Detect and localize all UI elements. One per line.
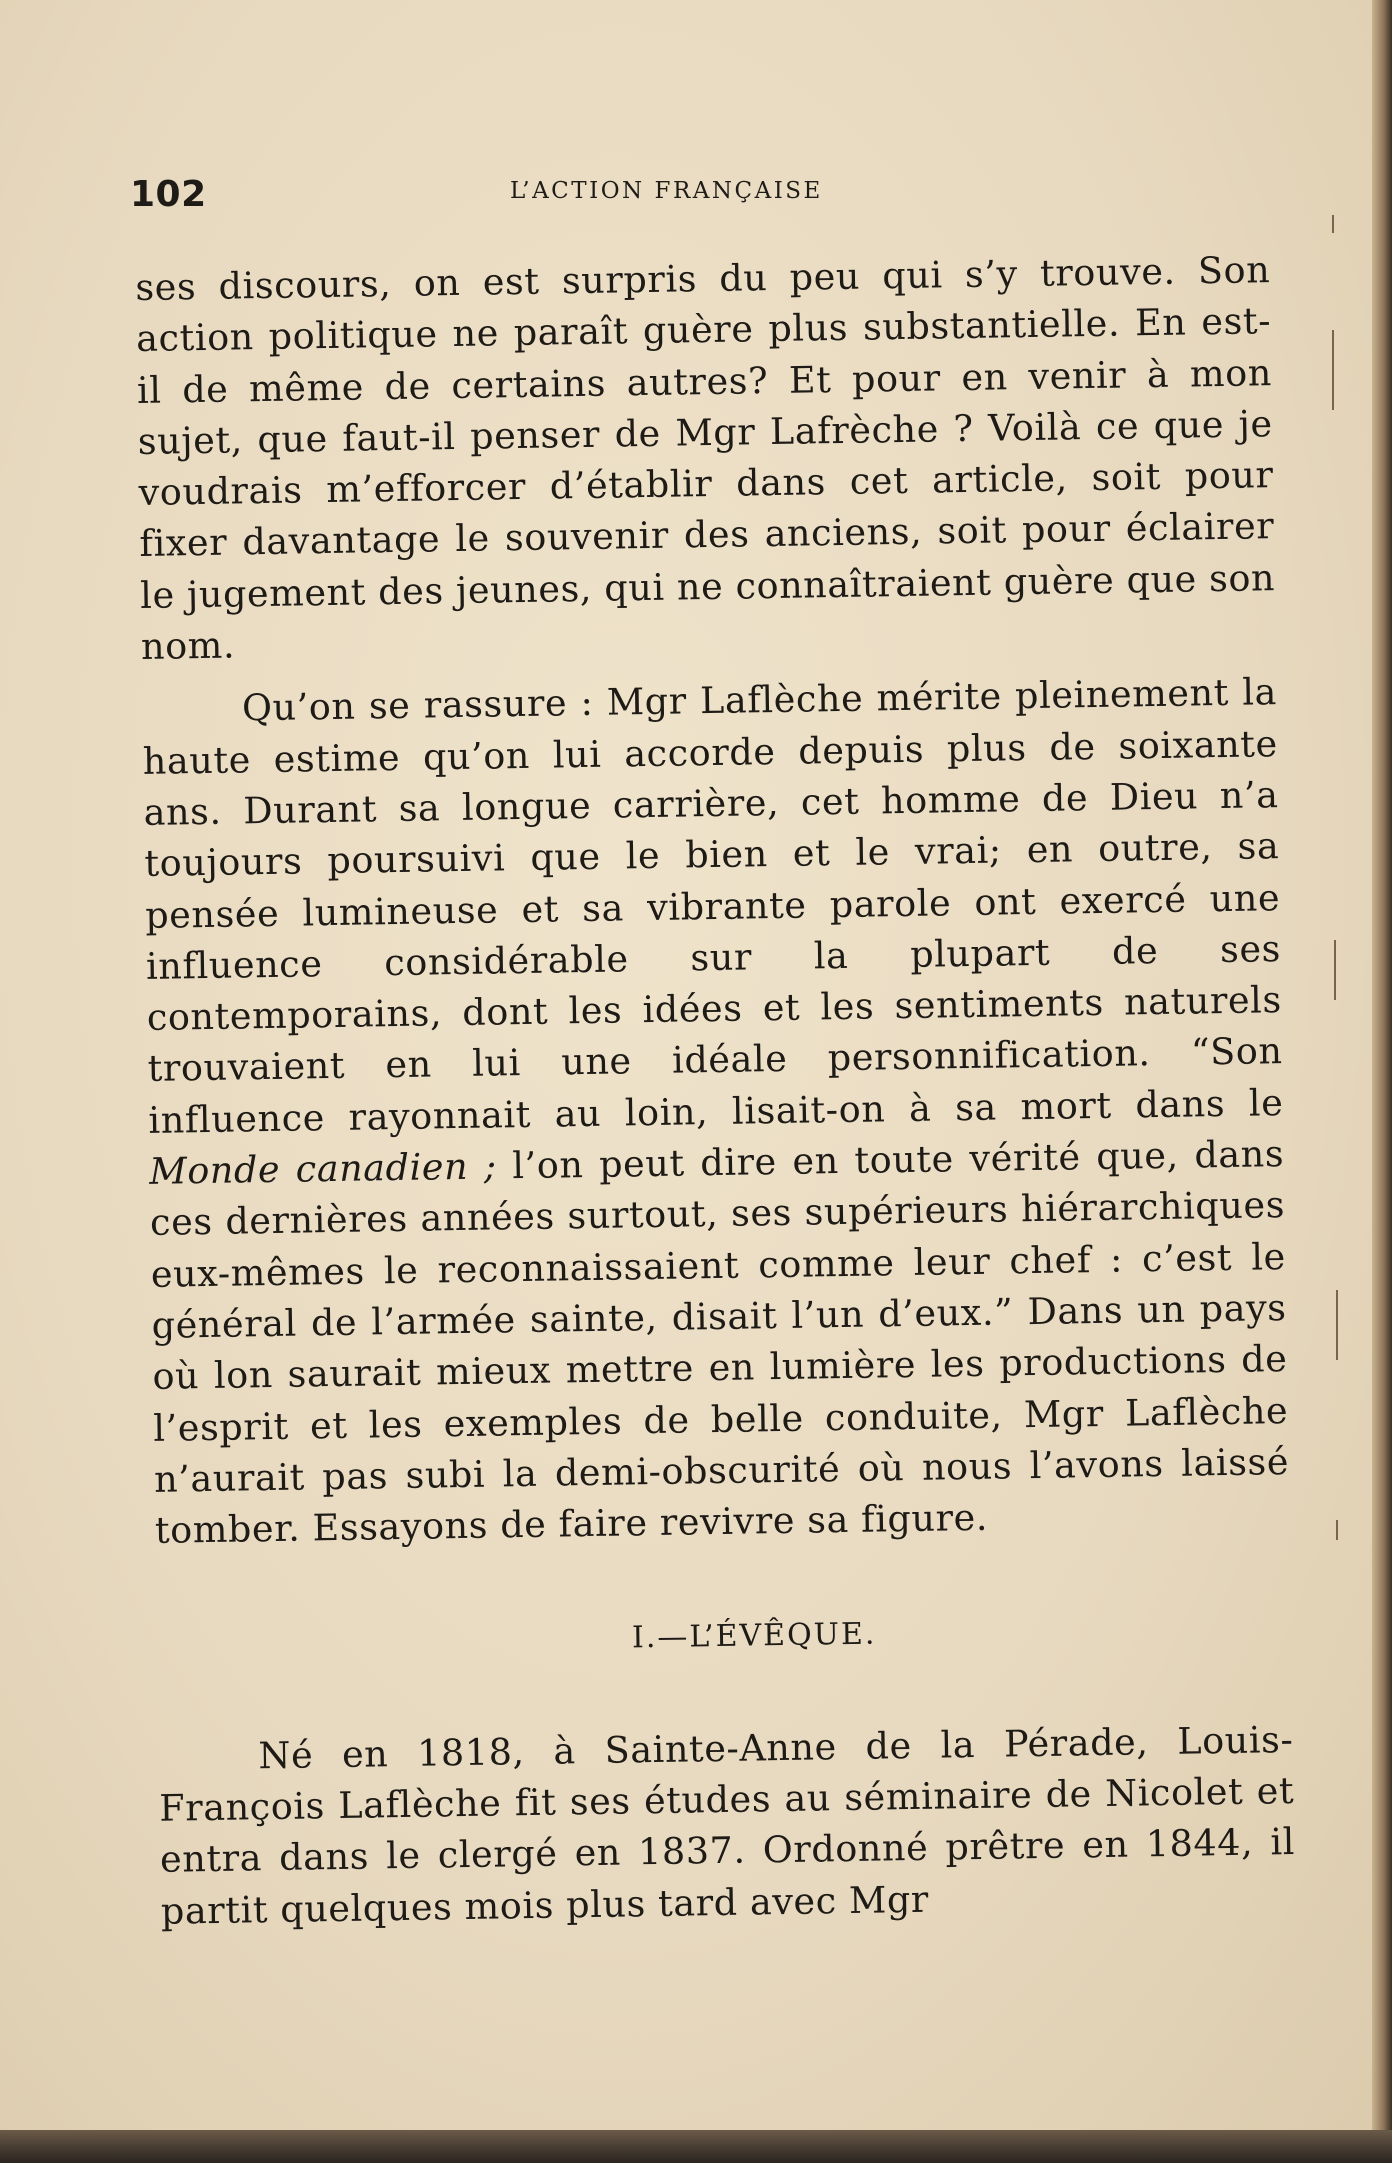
paragraph-2-italic-title: Monde canadien ;	[148, 1144, 498, 1193]
margin-mark	[1336, 1290, 1338, 1360]
paragraph-2-text-a: Qu’on se rassure : Mgr Laflèche mérite pleinement la haute estime qu’on lui accorde depuis plus de soixante ans. Durant sa longue carrière, cet homme de Dieu n’a toujours poursuivi que le bien et le vrai; en outre, sa pensée lumineuse et sa vibrante parole ont exercé une influence considérable sur la plupart de ses contemporains, dont les idées et les sentiments naturels trouvaient en lui une idéale personnification. “Son influence rayonnait au loin, lisait-on à sa mort dans le	[142, 670, 1284, 1142]
bottom-edge	[0, 2130, 1392, 2163]
margin-mark	[1332, 330, 1334, 410]
paragraph-2	[142, 666, 1291, 1556]
body-text	[135, 244, 1296, 1937]
page-edge	[1372, 0, 1392, 2163]
paragraph-1: ses discours, on est surpris du peu qui s’y trouve. Son action politique ne paraît guère plus substantielle. En est-il de même de certains autres? Et pour en venir à mon sujet, que faut-il penser de Mgr Lafrèche ? Voilà ce que je voudrais m’efforcer d’établir dans cet article, soit pour fixer davantage le souvenir des anciens, soit pour éclairer le jugement des jeunes, qui ne connaîtraient guère que son nom.	[135, 248, 1276, 669]
margin-mark	[1332, 215, 1334, 233]
margin-mark	[1336, 1520, 1338, 1540]
paragraph-2-text-b: l’on peut dire en toute vérité que, dans ces dernières années surtout, ses supérieurs hiérarchiques eux-mêmes le reconnaissaient comme leur chef : c’est le général de l’armée sainte, disait l’un d’eux.” Dans un pays où lon saurait mieux mettre en lumière les productions de l’esprit et les exemples de belle conduite, Mgr Laflèche n’aurait pas subi la demi-obscurité où nous l’avons laissé tomber. Essayons de faire revivre sa figure.	[149, 1132, 1290, 1552]
page-header	[130, 170, 1270, 230]
margin-mark	[1334, 940, 1336, 1000]
page-number: 102	[130, 174, 207, 215]
paragraph-3: Né en 1818, à Sainte-Anne de la Pérade, Louis-François Laflèche fit ses études au séminaire de Nicolet et entra dans le clergé en 1837. Ordonné prêtre en 1844, il partit quelques mois plus tard avec Mgr	[158, 1717, 1296, 1933]
section-heading: I.—L’ÉVÊQUE.	[631, 1616, 877, 1656]
running-title: L’ACTION FRANÇAISE	[510, 178, 823, 204]
